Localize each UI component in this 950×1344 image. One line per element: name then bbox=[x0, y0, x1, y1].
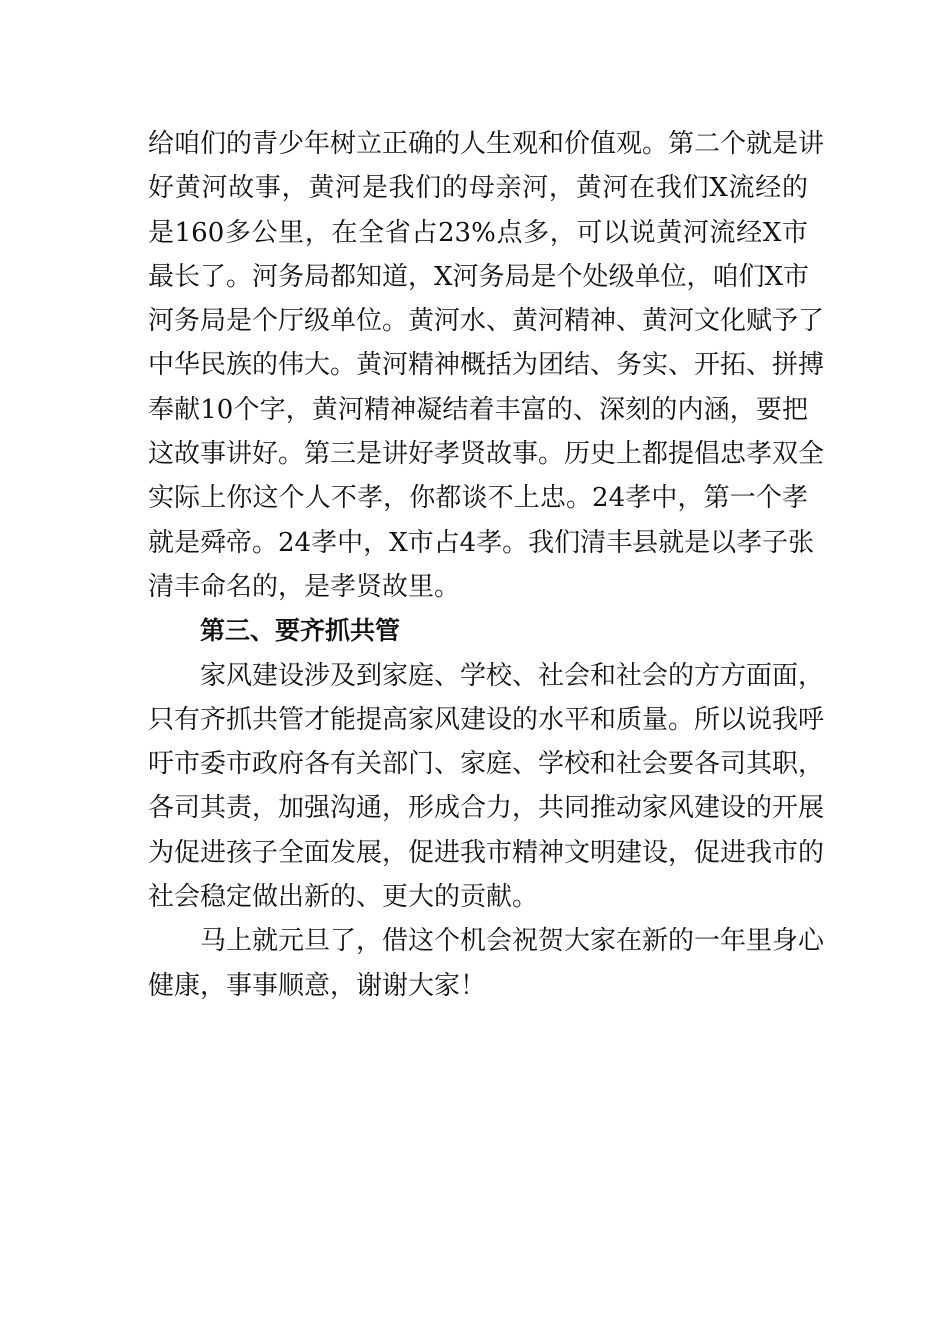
text-line: 社会稳定做出新的、更大的贡献。 bbox=[148, 882, 539, 913]
document-body bbox=[148, 122, 825, 1008]
paragraph-storytelling bbox=[148, 122, 825, 609]
section-heading: 第三、要齐抓共管 bbox=[200, 616, 401, 646]
text-line: 吁市委市政府各有关部门、家庭、学校和社会要各司其职， bbox=[148, 749, 825, 780]
text-line: 各司其责，加强沟通，形成合力，共同推动家风建设的开展 bbox=[148, 793, 825, 824]
text-line: 奉献10个字，黄河精神凝结着丰富的、深刻的内涵，要把 bbox=[148, 394, 808, 425]
text-line: 给咱们的青少年树立正确的人生观和价值观。第二个就是讲 bbox=[148, 129, 825, 159]
paragraph-joint-management bbox=[148, 654, 825, 920]
text-line: 这故事讲好。第三是讲好孝贤故事。历史上都提倡忠孝双全 bbox=[148, 439, 825, 470]
text-line: 健康，事事顺意，谢谢大家！ bbox=[148, 970, 487, 1001]
paragraph-closing bbox=[148, 919, 825, 1008]
text-line: 中华民族的伟大。黄河精神概括为团结、务实、开拓、拼搏 bbox=[148, 350, 825, 381]
text-line: 为促进孩子全面发展，促进我市精神文明建设，促进我市的 bbox=[148, 837, 825, 868]
text-line: 马上就元旦了，借这个机会祝贺大家在新的一年里身心 bbox=[200, 926, 825, 957]
text-line: 实际上你这个人不孝，你都谈不上忠。24孝中，第一个孝 bbox=[148, 483, 808, 514]
text-line: 就是舜帝。24孝中，X市占4孝。我们清丰县就是以孝子张 bbox=[148, 527, 815, 558]
text-line: 只有齐抓共管才能提高家风建设的水平和质量。所以说我呼 bbox=[148, 704, 825, 735]
text-line: 家风建设涉及到家庭、学校、社会和社会的方方面面， bbox=[200, 660, 825, 691]
text-line: 是160多公里，在全省占23%点多，可以说黄河流经X市 bbox=[148, 217, 808, 248]
text-line: 好黄河故事，黄河是我们的母亲河，黄河在我们X流经的 bbox=[148, 173, 808, 204]
text-line: 河务局是个厅级单位。黄河水、黄河精神、黄河文化赋予了 bbox=[148, 306, 825, 337]
text-line: 清丰命名的，是孝贤故里。 bbox=[148, 571, 461, 602]
text-line: 最长了。河务局都知道，X河务局是个处级单位，咱们X市 bbox=[148, 261, 810, 292]
